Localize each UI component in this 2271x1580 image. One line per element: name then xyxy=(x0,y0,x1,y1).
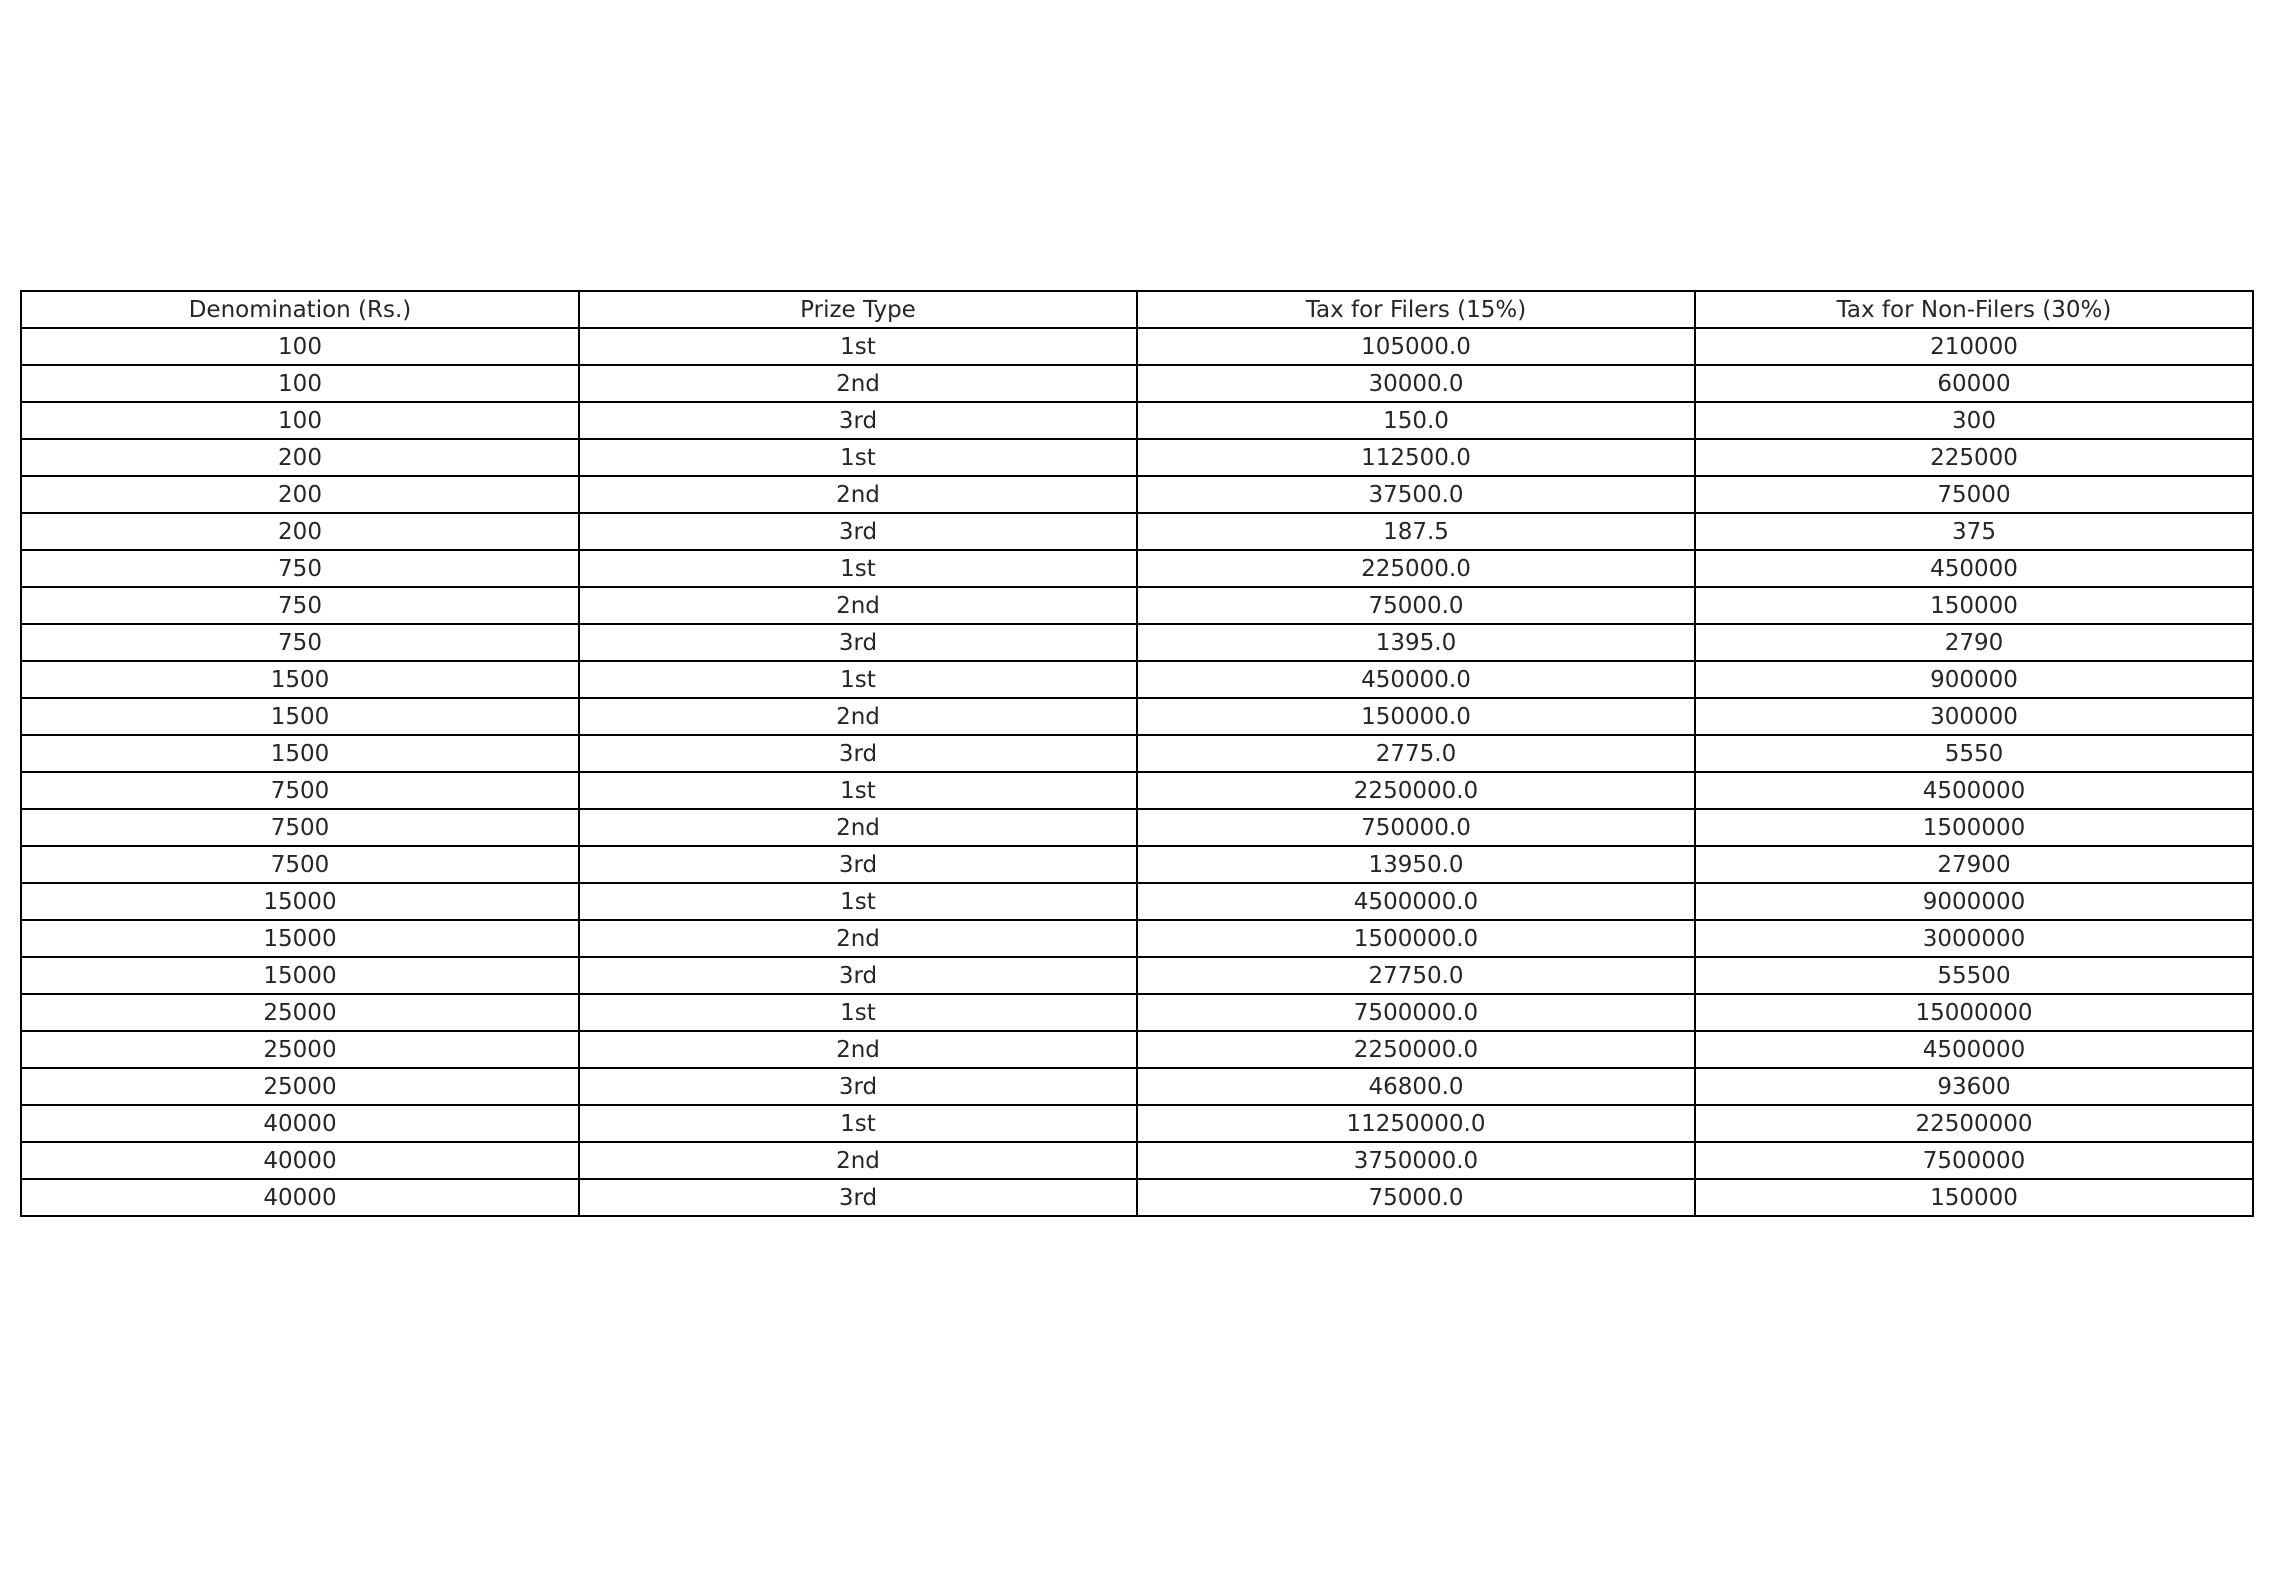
cell-prize-type: 2nd xyxy=(579,1142,1137,1179)
column-header-prize-type: Prize Type xyxy=(579,291,1137,328)
cell-denomination: 40000 xyxy=(21,1179,579,1216)
cell-prize-type: 1st xyxy=(579,772,1137,809)
cell-tax-filers: 450000.0 xyxy=(1137,661,1695,698)
table-row xyxy=(21,883,2253,920)
cell-denomination: 15000 xyxy=(21,920,579,957)
tax-table xyxy=(20,290,2254,1217)
column-header-tax-non-filers: Tax for Non-Filers (30%) xyxy=(1695,291,2253,328)
cell-tax-filers: 30000.0 xyxy=(1137,365,1695,402)
cell-tax-filers: 150.0 xyxy=(1137,402,1695,439)
table-row xyxy=(21,957,2253,994)
cell-denomination: 25000 xyxy=(21,994,579,1031)
cell-tax-non-filers: 15000000 xyxy=(1695,994,2253,1031)
cell-tax-filers: 37500.0 xyxy=(1137,476,1695,513)
table-row xyxy=(21,328,2253,365)
cell-tax-filers: 2775.0 xyxy=(1137,735,1695,772)
cell-tax-filers: 2250000.0 xyxy=(1137,772,1695,809)
cell-denomination: 200 xyxy=(21,513,579,550)
table-row xyxy=(21,735,2253,772)
table-row xyxy=(21,365,2253,402)
cell-tax-filers: 13950.0 xyxy=(1137,846,1695,883)
cell-tax-non-filers: 150000 xyxy=(1695,1179,2253,1216)
cell-tax-filers: 7500000.0 xyxy=(1137,994,1695,1031)
table-row xyxy=(21,846,2253,883)
cell-tax-filers: 225000.0 xyxy=(1137,550,1695,587)
column-header-tax-filers: Tax for Filers (15%) xyxy=(1137,291,1695,328)
cell-tax-filers: 75000.0 xyxy=(1137,1179,1695,1216)
cell-denomination: 7500 xyxy=(21,772,579,809)
cell-tax-non-filers: 4500000 xyxy=(1695,772,2253,809)
cell-denomination: 200 xyxy=(21,439,579,476)
cell-prize-type: 3rd xyxy=(579,1179,1137,1216)
cell-tax-filers: 11250000.0 xyxy=(1137,1105,1695,1142)
cell-tax-filers: 27750.0 xyxy=(1137,957,1695,994)
cell-denomination: 1500 xyxy=(21,735,579,772)
cell-prize-type: 2nd xyxy=(579,809,1137,846)
cell-tax-filers: 187.5 xyxy=(1137,513,1695,550)
cell-tax-non-filers: 300 xyxy=(1695,402,2253,439)
cell-tax-non-filers: 55500 xyxy=(1695,957,2253,994)
cell-prize-type: 1st xyxy=(579,883,1137,920)
cell-tax-filers: 3750000.0 xyxy=(1137,1142,1695,1179)
cell-denomination: 750 xyxy=(21,550,579,587)
table-row xyxy=(21,1031,2253,1068)
cell-tax-non-filers: 1500000 xyxy=(1695,809,2253,846)
cell-tax-filers: 75000.0 xyxy=(1137,587,1695,624)
cell-tax-non-filers: 7500000 xyxy=(1695,1142,2253,1179)
cell-tax-non-filers: 900000 xyxy=(1695,661,2253,698)
table-row xyxy=(21,809,2253,846)
cell-prize-type: 3rd xyxy=(579,624,1137,661)
cell-tax-non-filers: 60000 xyxy=(1695,365,2253,402)
table-row xyxy=(21,587,2253,624)
cell-denomination: 40000 xyxy=(21,1142,579,1179)
table-row xyxy=(21,402,2253,439)
cell-prize-type: 3rd xyxy=(579,846,1137,883)
cell-denomination: 15000 xyxy=(21,883,579,920)
cell-prize-type: 2nd xyxy=(579,476,1137,513)
cell-tax-non-filers: 4500000 xyxy=(1695,1031,2253,1068)
table-row xyxy=(21,1142,2253,1179)
cell-tax-non-filers: 9000000 xyxy=(1695,883,2253,920)
cell-prize-type: 3rd xyxy=(579,513,1137,550)
cell-tax-non-filers: 22500000 xyxy=(1695,1105,2253,1142)
table-row xyxy=(21,476,2253,513)
table-row xyxy=(21,1105,2253,1142)
table-row xyxy=(21,772,2253,809)
column-header-denomination: Denomination (Rs.) xyxy=(21,291,579,328)
cell-denomination: 100 xyxy=(21,402,579,439)
cell-prize-type: 3rd xyxy=(579,402,1137,439)
cell-tax-non-filers: 3000000 xyxy=(1695,920,2253,957)
cell-prize-type: 3rd xyxy=(579,1068,1137,1105)
cell-tax-filers: 150000.0 xyxy=(1137,698,1695,735)
cell-tax-non-filers: 27900 xyxy=(1695,846,2253,883)
cell-tax-filers: 1395.0 xyxy=(1137,624,1695,661)
cell-denomination: 25000 xyxy=(21,1031,579,1068)
cell-denomination: 40000 xyxy=(21,1105,579,1142)
table-header xyxy=(21,291,2253,328)
cell-prize-type: 2nd xyxy=(579,365,1137,402)
table-row xyxy=(21,661,2253,698)
table-row xyxy=(21,1179,2253,1216)
cell-denomination: 750 xyxy=(21,587,579,624)
cell-prize-type: 3rd xyxy=(579,735,1137,772)
cell-denomination: 7500 xyxy=(21,809,579,846)
table-row xyxy=(21,550,2253,587)
cell-prize-type: 1st xyxy=(579,328,1137,365)
cell-denomination: 750 xyxy=(21,624,579,661)
cell-tax-non-filers: 450000 xyxy=(1695,550,2253,587)
cell-tax-non-filers: 2790 xyxy=(1695,624,2253,661)
cell-tax-non-filers: 5550 xyxy=(1695,735,2253,772)
cell-tax-filers: 1500000.0 xyxy=(1137,920,1695,957)
table-row xyxy=(21,513,2253,550)
cell-denomination: 25000 xyxy=(21,1068,579,1105)
table-row xyxy=(21,439,2253,476)
cell-tax-filers: 750000.0 xyxy=(1137,809,1695,846)
cell-prize-type: 1st xyxy=(579,1105,1137,1142)
table-row xyxy=(21,1068,2253,1105)
cell-denomination: 7500 xyxy=(21,846,579,883)
cell-tax-non-filers: 225000 xyxy=(1695,439,2253,476)
cell-tax-filers: 4500000.0 xyxy=(1137,883,1695,920)
cell-tax-filers: 105000.0 xyxy=(1137,328,1695,365)
header-row xyxy=(21,291,2253,328)
cell-tax-filers: 46800.0 xyxy=(1137,1068,1695,1105)
cell-prize-type: 1st xyxy=(579,994,1137,1031)
table-row xyxy=(21,624,2253,661)
cell-tax-non-filers: 75000 xyxy=(1695,476,2253,513)
cell-denomination: 15000 xyxy=(21,957,579,994)
cell-prize-type: 1st xyxy=(579,550,1137,587)
cell-tax-filers: 112500.0 xyxy=(1137,439,1695,476)
cell-tax-non-filers: 210000 xyxy=(1695,328,2253,365)
cell-denomination: 100 xyxy=(21,328,579,365)
cell-prize-type: 3rd xyxy=(579,957,1137,994)
cell-prize-type: 2nd xyxy=(579,1031,1137,1068)
cell-tax-non-filers: 93600 xyxy=(1695,1068,2253,1105)
cell-tax-non-filers: 150000 xyxy=(1695,587,2253,624)
table-body xyxy=(21,328,2253,1216)
cell-denomination: 1500 xyxy=(21,698,579,735)
cell-denomination: 1500 xyxy=(21,661,579,698)
cell-tax-non-filers: 300000 xyxy=(1695,698,2253,735)
cell-tax-non-filers: 375 xyxy=(1695,513,2253,550)
cell-prize-type: 1st xyxy=(579,439,1137,476)
cell-prize-type: 1st xyxy=(579,661,1137,698)
table-row xyxy=(21,920,2253,957)
cell-prize-type: 2nd xyxy=(579,920,1137,957)
cell-prize-type: 2nd xyxy=(579,587,1137,624)
table-row xyxy=(21,994,2253,1031)
cell-denomination: 200 xyxy=(21,476,579,513)
table-row xyxy=(21,698,2253,735)
cell-tax-filers: 2250000.0 xyxy=(1137,1031,1695,1068)
cell-denomination: 100 xyxy=(21,365,579,402)
cell-prize-type: 2nd xyxy=(579,698,1137,735)
